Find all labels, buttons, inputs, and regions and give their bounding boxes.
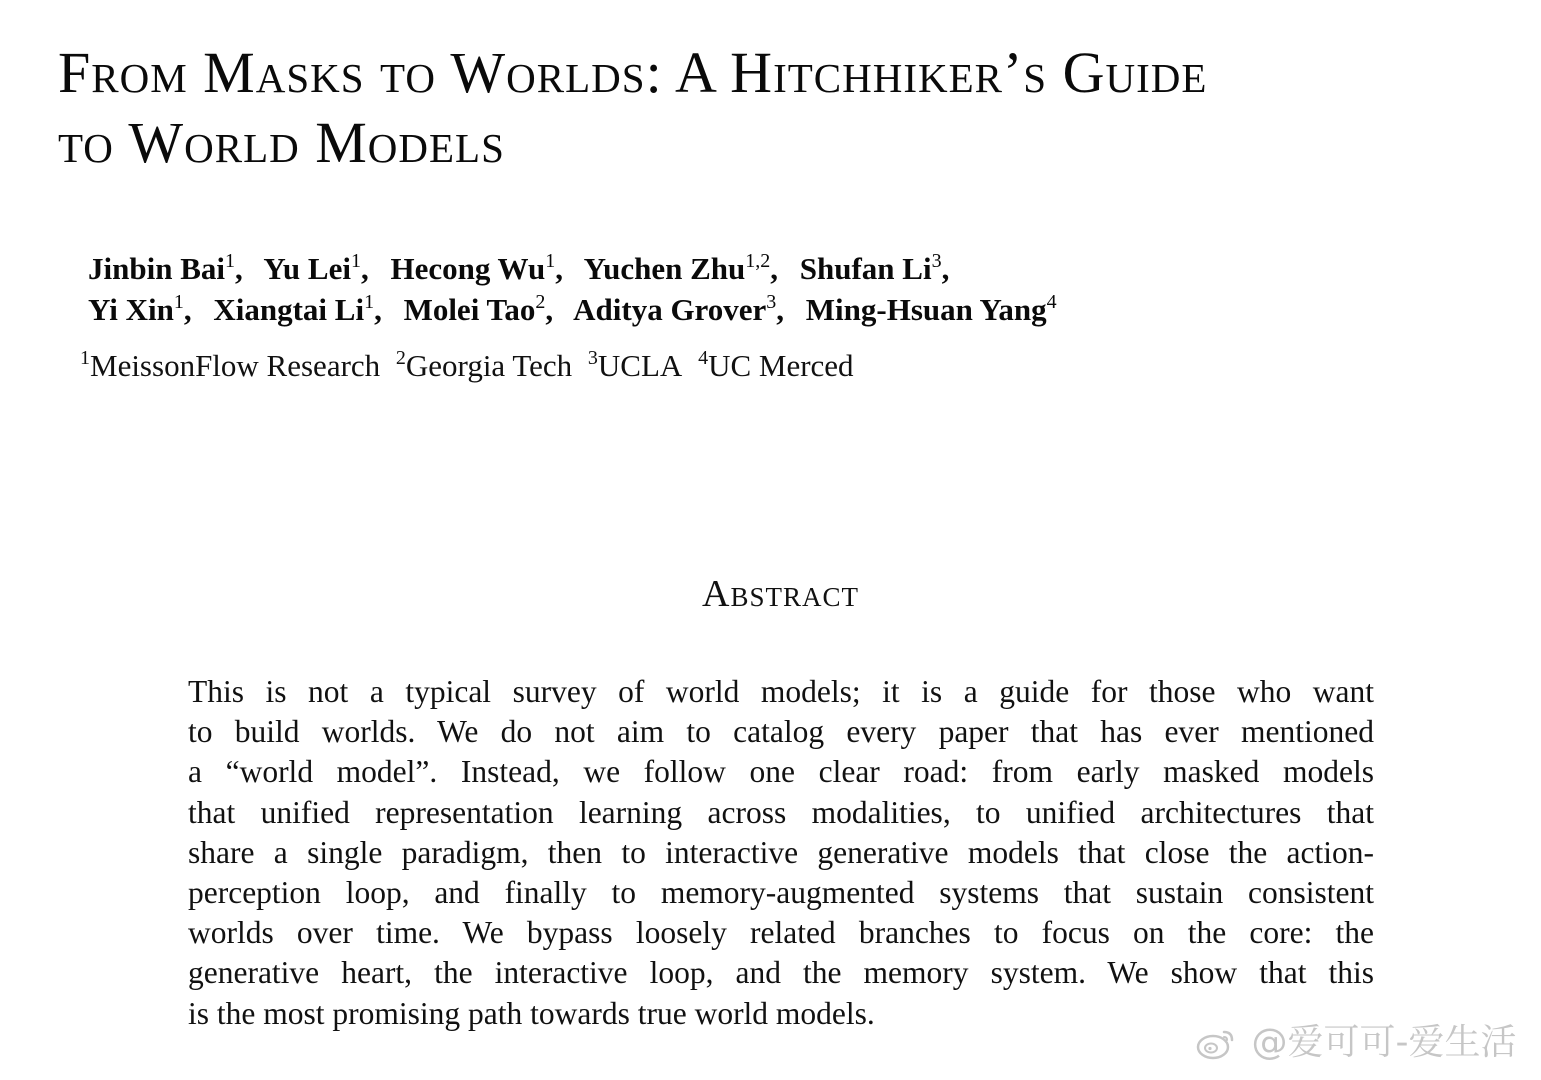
abstract-line: perception loop, and finally to memory-augmented systems that sustain consistent [188, 875, 1374, 911]
abstract-line: to build worlds. We do not aim to catalog every paper that has ever mentioned [188, 714, 1374, 750]
affiliation: $^2$Georgia Tech [395, 347, 573, 383]
author: Aditya Grover$^3$, [573, 291, 785, 327]
abstract-line: that unified representation learning across modalities, to unified architectures that [188, 794, 1374, 830]
author-line-1 [88, 248, 1388, 289]
affiliation: $^3$UCLA [587, 347, 683, 383]
author: Molei Tao$^2$, [403, 291, 554, 327]
author: Yu Lei$^1$, [263, 250, 369, 286]
abstract-line: generative heart, the interactive loop, and the memory system. We show that this [188, 955, 1374, 991]
watermark-text: @爱可可-爱生活 [1251, 1022, 1517, 1063]
affiliations [80, 346, 854, 386]
abstract-line: This is not a typical survey of world models; it is a guide for those who want [188, 674, 1374, 709]
abstract-line: worlds over time. We bypass loosely related branches to focus on the core: the [188, 915, 1374, 951]
affiliation: $^4$UC Merced [698, 347, 854, 383]
author-list [88, 248, 1388, 330]
abstract-heading: Abstract [702, 573, 859, 615]
title-line-1: From Masks to Worlds: A Hitchhiker’s Guide [58, 40, 1208, 105]
title-line-2: to World Models [58, 110, 505, 175]
author: Xiangtai Li$^1$, [213, 291, 382, 327]
author-line-2 [88, 289, 1388, 330]
weibo-icon [1196, 1022, 1251, 1063]
abstract-line: is the most promising path towards true world models. [188, 995, 875, 1031]
watermark [1196, 1020, 1516, 1066]
author: Yuchen Zhu$^{1,2}$, [583, 250, 779, 286]
author: Jinbin Bai$^1$, [88, 250, 243, 286]
abstract-line: a “world model”. Instead, we follow one clear road: from early masked models [188, 754, 1374, 790]
author: Hecong Wu$^1$, [390, 250, 563, 286]
author: Shufan Li$^3$, [799, 250, 950, 286]
abstract-body [188, 672, 1374, 1034]
author: Ming-Hsuan Yang$^4$ [805, 291, 1057, 327]
author: Yi Xin$^1$, [88, 291, 192, 327]
abstract-line: share a single paradigm, then to interactive generative models that close the action- [188, 834, 1374, 870]
affiliation: $^1$MeissonFlow Research [80, 347, 381, 383]
paper-title [58, 38, 1518, 178]
